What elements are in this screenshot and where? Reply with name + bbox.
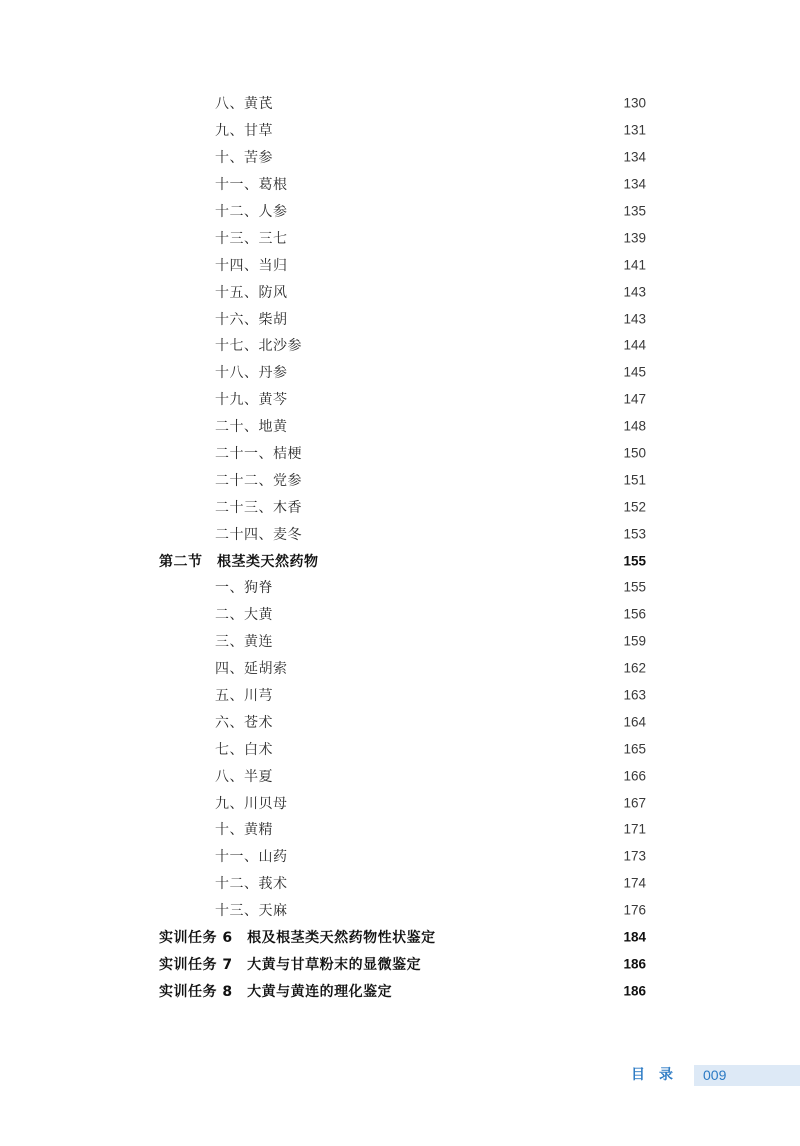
toc-entry-title: 十六、柴胡 xyxy=(215,311,288,328)
toc-page-number: 134 xyxy=(623,176,646,192)
toc-entry[interactable] xyxy=(0,413,800,440)
toc-entry-title: 实训任务 7 大黄与甘草粉末的显微鉴定 xyxy=(159,956,422,973)
toc-task-heading[interactable] xyxy=(0,924,800,951)
toc-entry-title: 八、半夏 xyxy=(215,768,273,785)
toc-entry-title: 二十四、麦冬 xyxy=(215,526,302,543)
toc-task-heading[interactable] xyxy=(0,951,800,978)
page-number: 009 xyxy=(703,1067,727,1083)
toc-page-number: 134 xyxy=(623,149,646,165)
footer-title: 目录 xyxy=(631,1067,687,1083)
toc-entry[interactable] xyxy=(0,144,800,171)
toc-page-number: 164 xyxy=(623,714,646,730)
toc-entry[interactable] xyxy=(0,359,800,386)
toc-entry-title: 十一、葛根 xyxy=(215,177,288,194)
toc-page-number: 152 xyxy=(623,499,646,515)
toc-entry[interactable] xyxy=(0,305,800,332)
toc-entry-title: 十二、莪术 xyxy=(215,876,288,893)
toc-page-number: 167 xyxy=(623,795,646,811)
toc-page-number: 148 xyxy=(623,418,646,434)
toc-entry-title: 九、甘草 xyxy=(215,123,273,140)
toc-entry-title: 十一、山药 xyxy=(215,849,288,866)
toc-entry-title: 十七、北沙参 xyxy=(215,338,302,355)
toc-page-number: 155 xyxy=(623,553,646,569)
toc-page-number: 174 xyxy=(623,875,646,891)
toc-entry-title: 二十二、党参 xyxy=(215,472,302,489)
toc-page-number: 173 xyxy=(623,848,646,864)
toc-page-number: 176 xyxy=(623,902,646,918)
table-of-contents xyxy=(0,90,800,1004)
toc-entry[interactable] xyxy=(0,735,800,762)
toc-page-number: 139 xyxy=(623,230,646,246)
toc-entry-title: 十四、当归 xyxy=(215,257,288,274)
toc-page-number: 159 xyxy=(623,633,646,649)
toc-entry-title: 十九、黄芩 xyxy=(215,392,288,409)
toc-page-number: 141 xyxy=(623,257,646,273)
toc-entry[interactable] xyxy=(0,574,800,601)
toc-page-number: 162 xyxy=(623,660,646,676)
toc-page-number: 163 xyxy=(623,687,646,703)
toc-entry[interactable] xyxy=(0,171,800,198)
toc-entry-title: 十八、丹参 xyxy=(215,365,288,382)
toc-entry-title: 二十三、木香 xyxy=(215,499,302,516)
toc-entry[interactable] xyxy=(0,466,800,493)
toc-entry[interactable] xyxy=(0,897,800,924)
toc-entry[interactable] xyxy=(0,278,800,305)
toc-entry[interactable] xyxy=(0,601,800,628)
toc-entry[interactable] xyxy=(0,655,800,682)
toc-section-heading[interactable] xyxy=(0,547,800,574)
toc-page-number: 165 xyxy=(623,741,646,757)
toc-page-number: 171 xyxy=(623,821,646,837)
toc-page-number: 144 xyxy=(623,337,646,353)
toc-entry-title: 十三、三七 xyxy=(215,230,288,247)
toc-page-number: 145 xyxy=(623,364,646,380)
toc-entry-title: 三、黄连 xyxy=(215,634,273,651)
toc-page-number: 131 xyxy=(623,122,646,138)
toc-entry-title: 第二节 根茎类天然药物 xyxy=(159,553,319,570)
toc-entry[interactable] xyxy=(0,682,800,709)
toc-entry[interactable] xyxy=(0,117,800,144)
toc-page-number: 186 xyxy=(623,983,646,999)
toc-entry[interactable] xyxy=(0,870,800,897)
toc-entry[interactable] xyxy=(0,198,800,225)
toc-entry[interactable] xyxy=(0,628,800,655)
toc-entry[interactable] xyxy=(0,332,800,359)
toc-entry[interactable] xyxy=(0,708,800,735)
toc-entry-title: 实训任务 6 根及根茎类天然药物性状鉴定 xyxy=(159,930,436,947)
toc-entry-title: 十、苦参 xyxy=(215,150,273,167)
toc-page-number: 143 xyxy=(623,284,646,300)
toc-entry-title: 十、黄精 xyxy=(215,822,273,839)
toc-entry-title: 十五、防风 xyxy=(215,284,288,301)
toc-entry-title: 二、大黄 xyxy=(215,607,273,624)
toc-page-number: 151 xyxy=(623,472,646,488)
toc-entry[interactable] xyxy=(0,386,800,413)
toc-entry[interactable] xyxy=(0,843,800,870)
toc-page-number: 184 xyxy=(623,929,646,945)
toc-entry[interactable] xyxy=(0,816,800,843)
toc-entry[interactable] xyxy=(0,251,800,278)
toc-page-number: 147 xyxy=(623,391,646,407)
toc-entry-title: 二十一、桔梗 xyxy=(215,446,302,463)
toc-entry-title: 十二、人参 xyxy=(215,204,288,220)
toc-entry-title: 二十、地黄 xyxy=(215,419,288,436)
toc-page-number: 166 xyxy=(623,768,646,784)
toc-entry-title: 实训任务 8 大黄与黄连的理化鉴定 xyxy=(159,983,393,1000)
toc-entry[interactable] xyxy=(0,762,800,789)
toc-task-heading[interactable] xyxy=(0,977,800,1004)
toc-entry[interactable] xyxy=(0,493,800,520)
toc-entry[interactable] xyxy=(0,224,800,251)
page-footer xyxy=(0,1063,800,1087)
toc-entry-title: 九、川贝母 xyxy=(215,795,288,812)
toc-entry-title: 六、苍术 xyxy=(215,714,273,731)
toc-entry-title: 五、川芎 xyxy=(215,688,273,705)
toc-entry[interactable] xyxy=(0,440,800,467)
toc-entry-title: 八、黄芪 xyxy=(215,96,273,113)
toc-entry-title: 一、狗脊 xyxy=(215,580,273,597)
toc-page-number: 186 xyxy=(623,956,646,972)
toc-entry[interactable] xyxy=(0,90,800,117)
toc-page-number: 150 xyxy=(623,445,646,461)
toc-page-number: 155 xyxy=(623,579,646,595)
toc-entry[interactable] xyxy=(0,789,800,816)
toc-page-number: 143 xyxy=(623,311,646,327)
toc-page-number: 135 xyxy=(623,203,646,219)
toc-entry[interactable] xyxy=(0,520,800,547)
toc-page-number: 130 xyxy=(623,95,646,111)
toc-entry-title: 四、延胡索 xyxy=(215,661,288,678)
toc-page-number: 153 xyxy=(623,526,646,542)
toc-page-number: 156 xyxy=(623,606,646,622)
toc-entry-title: 十三、天麻 xyxy=(215,903,288,920)
toc-entry-title: 七、白术 xyxy=(215,741,273,758)
